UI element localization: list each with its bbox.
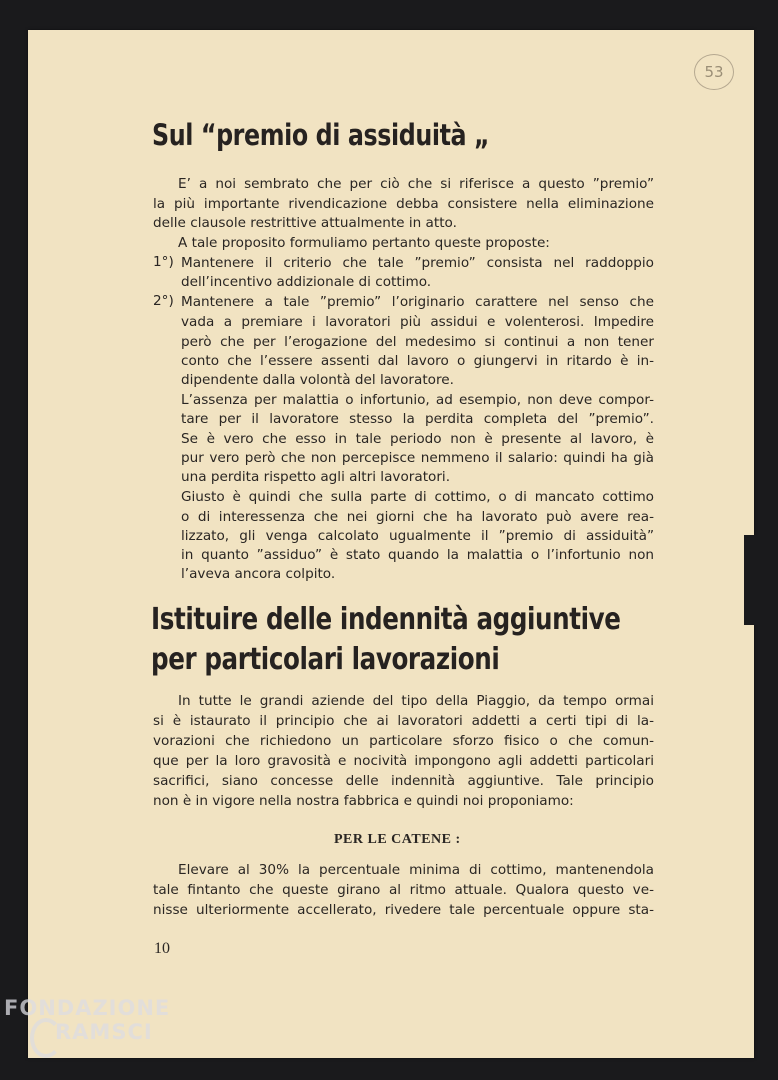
watermark-line1: FONDAZIONE	[4, 996, 171, 1020]
list-item-line: Mantenere a tale ”premio” l’originario carattere nel senso che	[181, 294, 654, 310]
list-item-line: però che per l’erogazione del medesimo si continui a non tener	[181, 334, 654, 350]
list-item-line: L’assenza per malattia o infortunio, ad esempio, non deve compor-	[181, 392, 654, 408]
paragraph-line: A tale proposito formuliamo pertanto queste proposte:	[178, 235, 550, 251]
list-item-line: conto che l’essere assenti dal lavoro o giungervi in ritardo è in-	[181, 353, 654, 369]
list-item-line: Se è vero che esso in tale periodo non è presente al lavoro, è	[181, 431, 654, 447]
list-number: 2°)	[153, 293, 174, 309]
paragraph-line: que per la loro gravosità e nocività impongono agli addetti particolari	[153, 753, 654, 769]
list-item-line: Mantenere il criterio che tale ”premio” consista nel raddoppio	[181, 255, 654, 271]
section-title-indennita-line1: Istituire delle indennità aggiuntive	[151, 602, 621, 637]
page-number: 10	[154, 940, 170, 957]
archive-stamp: 53	[694, 54, 734, 90]
paragraph-line: Elevare al 30% la percentuale minima di cottimo, mantenendola	[178, 862, 654, 878]
paragraph-line: sacrifici, siano concesse delle indennità aggiuntive. Tale principio	[153, 773, 654, 789]
list-number: 1°)	[153, 254, 174, 270]
paragraph-line: E’ a noi sembrato che per ciò che si riferisce a questo ”premio”	[178, 176, 654, 192]
list-item-line: o di interessenza che nei giorni che ha lavorato può avere rea-	[181, 509, 654, 525]
paragraph-line: delle clausole restrittive attualmente in atto.	[153, 215, 457, 231]
list-item-line: in quanto ”assiduo” è stato quando la malattia o l’infortunio non	[181, 547, 654, 563]
paragraph-line: In tutte le grandi aziende del tipo della Piaggio, da tempo ormai	[178, 693, 654, 709]
list-item-line: dipendente dalla volontà del lavoratore.	[181, 372, 454, 388]
list-item-line: Giusto è quindi che sulla parte di cottimo, o di mancato cottimo	[181, 489, 654, 505]
list-item-line: una perdita rispetto agli altri lavoratori.	[181, 469, 451, 485]
paragraph-line: nisse ulteriormente accellerato, rivedere tale percentuale oppure sta-	[153, 902, 654, 918]
list-item-line: tare per il lavoratore stesso la perdita completa del ”premio”.	[181, 411, 654, 427]
document-page	[28, 30, 754, 1058]
paragraph-line: vorazioni che richiedono un particolare sforzo fisico o che comun-	[153, 733, 654, 749]
list-item-line: dell’incentivo addizionale di cottimo.	[181, 274, 432, 290]
list-item-line: pur vero però che non percepisce nemmeno il salario: quindi ha già	[181, 450, 654, 466]
paragraph-line: non è in vigore nella nostra fabbrica e quindi noi proponiamo:	[153, 793, 574, 809]
list-item-line: l’aveva ancora colpito.	[181, 566, 336, 582]
paragraph-line: tale fintanto che queste girano al ritmo attuale. Qualora questo ve-	[153, 882, 654, 898]
paragraph-line: la più importante rivendicazione debba consistere nella eliminazione	[153, 196, 654, 212]
list-item-line: lizzato, gli venga calcolato ugualmente il ”premio di assiduità”	[181, 528, 654, 544]
section-title-premio: Sul “premio di assiduità „	[152, 118, 490, 152]
subheading-catene: PER LE CATENE :	[334, 832, 461, 847]
paragraph-line: si è istaurato il principio che ai lavoratori addetti a certi tipi di la-	[153, 713, 654, 729]
section-title-indennita-line2: per particolari lavorazioni	[151, 642, 500, 677]
watermark-line2: RAMSCI	[55, 1020, 153, 1044]
list-item-line: vada a premiare i lavoratori più assidui e volenterosi. Impedire	[181, 314, 654, 330]
page-notch	[744, 535, 758, 625]
